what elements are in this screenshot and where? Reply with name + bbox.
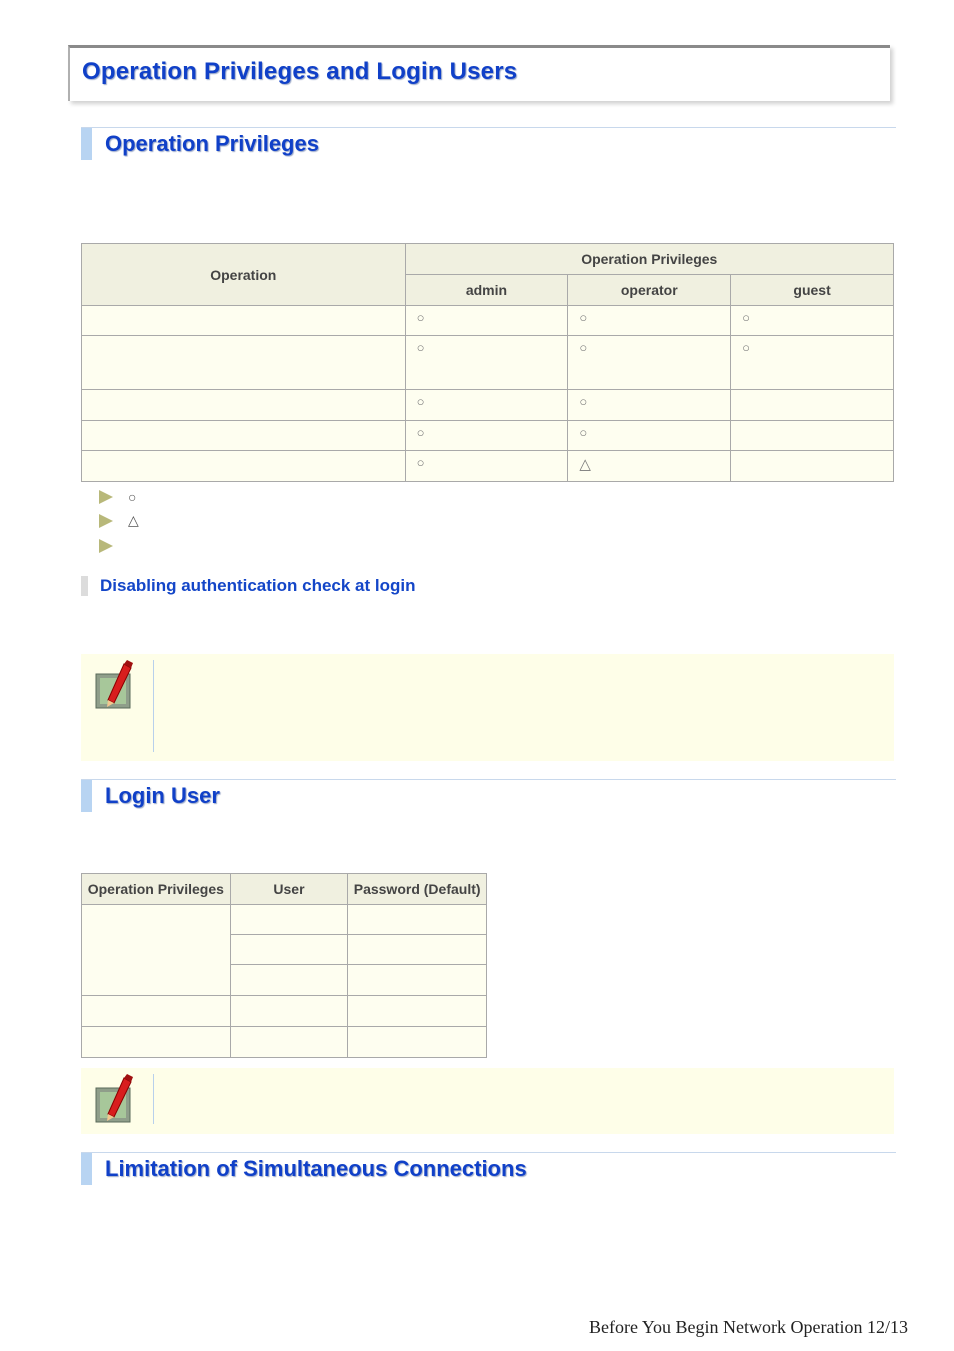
legend-symbol-triangle: △ — [128, 512, 139, 528]
section-title-privileges: Operation Privileges — [105, 131, 319, 156]
operator-cell: △ — [568, 451, 731, 482]
header-guest: guest — [731, 275, 894, 306]
login-user-table — [81, 873, 487, 1058]
header-user: User — [230, 874, 348, 905]
operator-cell: ○ — [568, 336, 731, 390]
privilege-cell — [82, 1027, 231, 1058]
password-cell — [348, 935, 487, 965]
section-bar — [81, 780, 92, 812]
admin-cell: ○ — [405, 451, 568, 482]
note-box — [81, 1068, 894, 1134]
note-box — [81, 654, 894, 761]
header-operation: Operation — [82, 244, 406, 306]
subheading-bar — [81, 576, 88, 596]
triangle-bullet-icon — [98, 538, 118, 554]
triangle-bullet-icon — [98, 513, 118, 529]
subheading-title: Disabling authentication check at login — [100, 576, 416, 595]
page-title: Operation Privileges and Login Users — [82, 58, 518, 85]
note-divider — [153, 660, 154, 752]
page-footer: Before You Begin Network Operation 12/13 — [589, 1317, 908, 1337]
section-bar — [81, 1153, 92, 1185]
header-operation-privileges: Operation Privileges — [82, 874, 231, 905]
privilege-cell — [82, 996, 231, 1027]
admin-cell: ○ — [405, 421, 568, 451]
privilege-cell — [82, 905, 231, 996]
section-title-login-user: Login User — [105, 783, 220, 808]
table-row — [82, 306, 894, 336]
section-heading-privileges — [81, 127, 896, 161]
legend-symbol-circle: ○ — [128, 489, 137, 505]
table-row — [82, 421, 894, 451]
pencil-note-icon — [94, 660, 136, 715]
operation-cell — [82, 390, 406, 421]
operation-cell — [82, 336, 406, 390]
operation-cell — [82, 306, 406, 336]
table-row — [82, 336, 894, 390]
triangle-bullet-icon — [98, 489, 118, 505]
table-row — [82, 996, 487, 1027]
admin-cell: ○ — [405, 390, 568, 421]
header-admin: admin — [405, 275, 568, 306]
operation-cell — [82, 421, 406, 451]
privileges-table — [81, 243, 894, 482]
header-operator: operator — [568, 275, 731, 306]
guest-cell — [731, 421, 894, 451]
user-cell — [230, 935, 348, 965]
note-divider — [153, 1074, 154, 1124]
section-bar — [81, 128, 92, 160]
operation-cell — [82, 451, 406, 482]
guest-cell: ○ — [731, 336, 894, 390]
table-row — [82, 390, 894, 421]
user-cell — [230, 1027, 348, 1058]
user-cell — [230, 996, 348, 1027]
password-cell — [348, 1027, 487, 1058]
user-cell — [230, 905, 348, 935]
guest-cell — [731, 390, 894, 421]
table-row — [82, 451, 894, 482]
section-title-limitation: Limitation of Simultaneous Connections — [105, 1156, 527, 1181]
guest-cell: ○ — [731, 306, 894, 336]
table-row — [82, 1027, 487, 1058]
table-row — [82, 905, 487, 935]
section-heading-login-user — [81, 779, 896, 813]
operator-cell: ○ — [568, 390, 731, 421]
admin-cell: ○ — [405, 306, 568, 336]
password-cell — [348, 996, 487, 1027]
guest-cell — [731, 451, 894, 482]
page-title-banner — [68, 45, 890, 101]
operator-cell: ○ — [568, 421, 731, 451]
operator-cell: ○ — [568, 306, 731, 336]
password-cell — [348, 965, 487, 996]
section-heading-limitation — [81, 1152, 896, 1186]
header-password: Password (Default) — [348, 874, 487, 905]
pencil-note-icon — [94, 1074, 136, 1129]
password-cell — [348, 905, 487, 935]
admin-cell: ○ — [405, 336, 568, 390]
user-cell — [230, 965, 348, 996]
header-operation-privileges: Operation Privileges — [405, 244, 893, 275]
